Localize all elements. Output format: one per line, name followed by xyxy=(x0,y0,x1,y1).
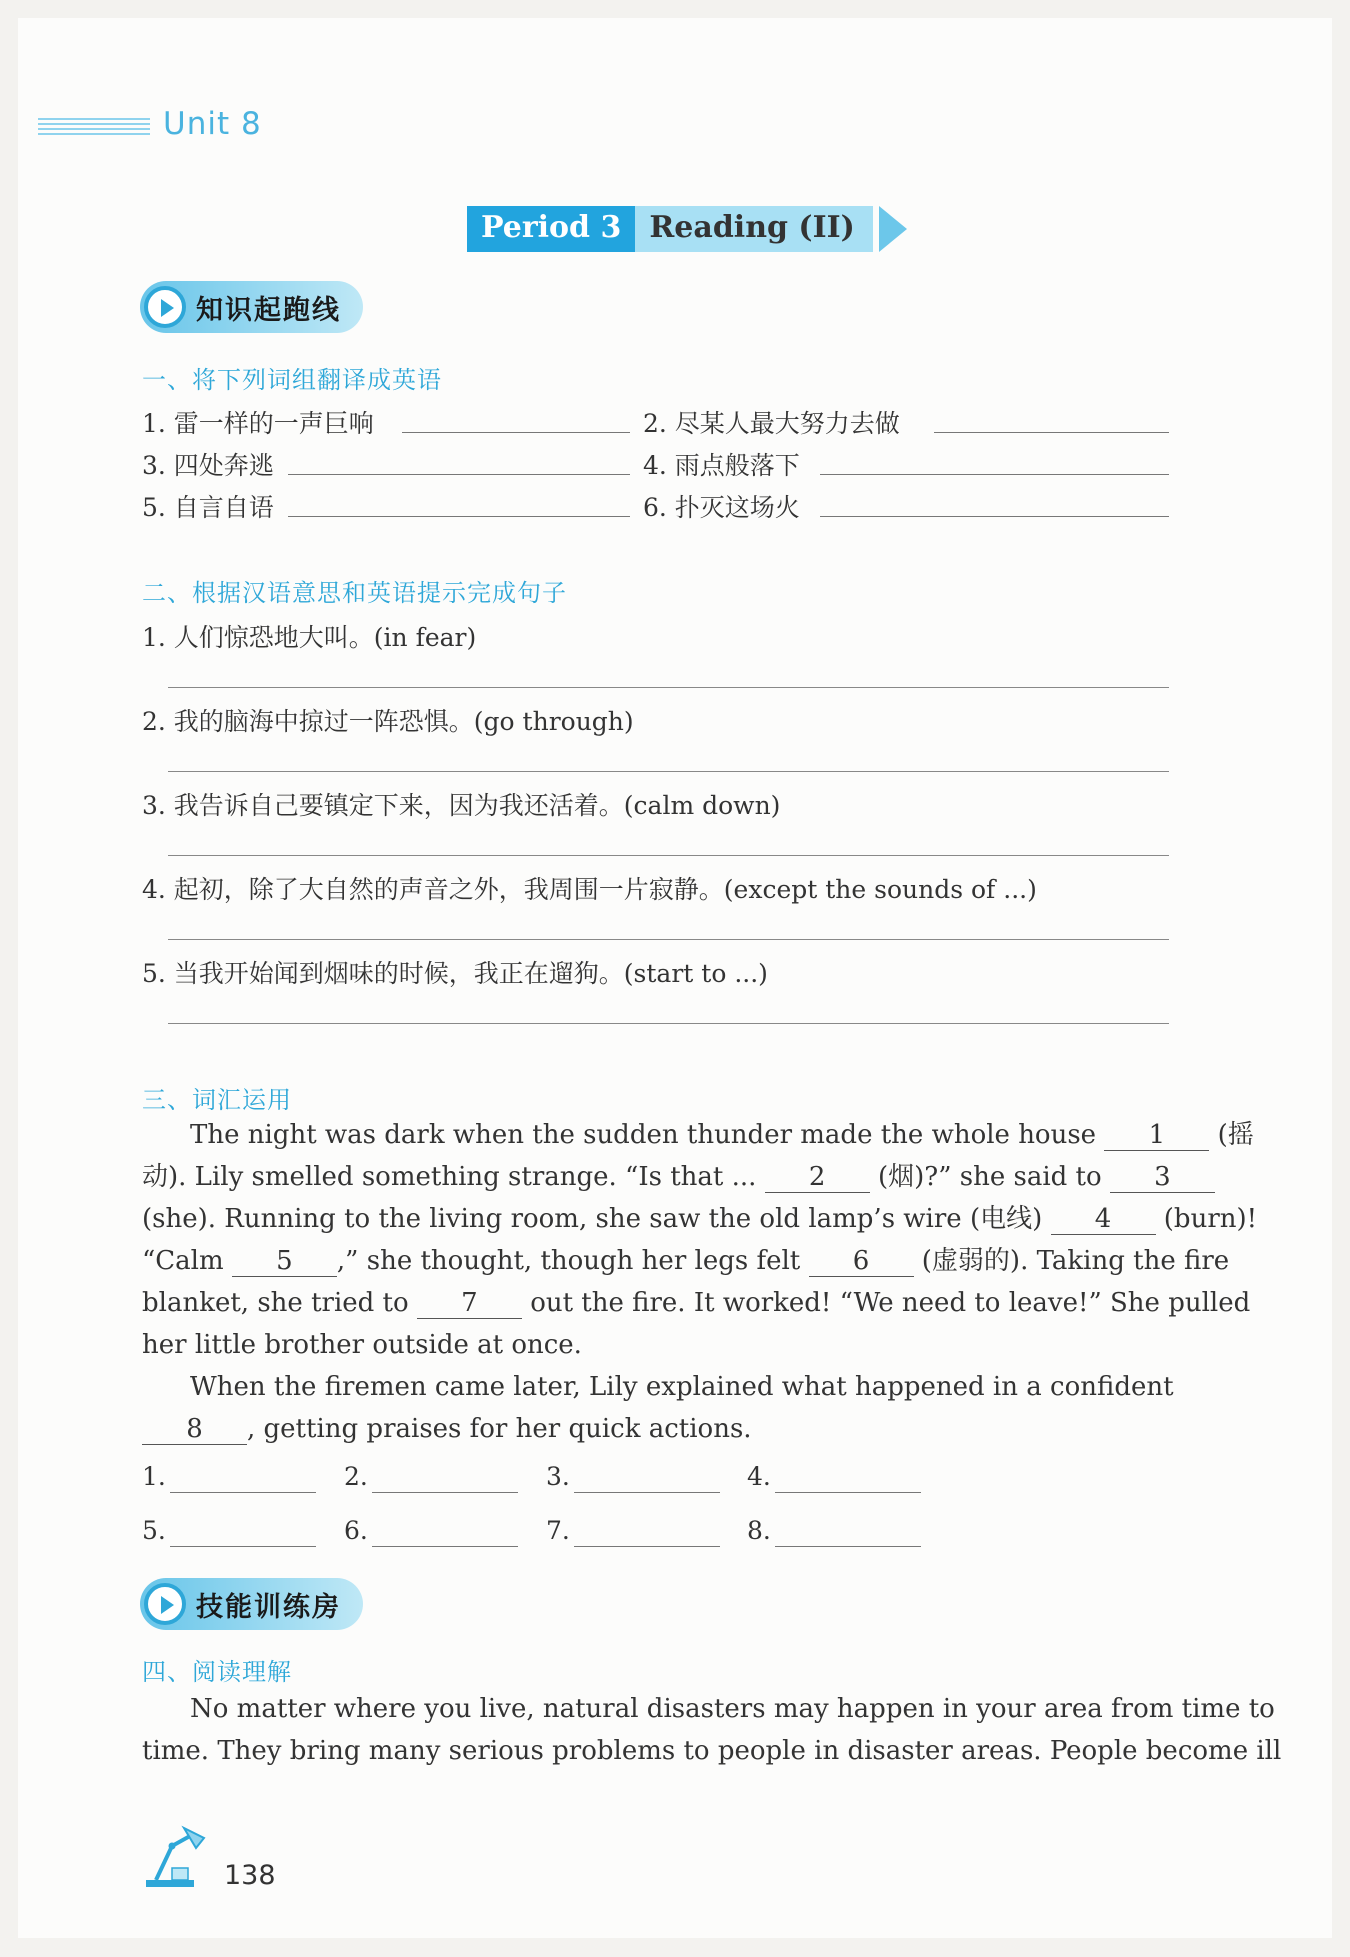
answer-line[interactable] xyxy=(170,1546,316,1547)
cloze-line: The night was dark when the sudden thunder made the whole house 1 (摇 xyxy=(190,1120,1254,1150)
cloze-blank[interactable]: 5 xyxy=(232,1246,337,1277)
cloze-blank[interactable]: 6 xyxy=(809,1246,914,1277)
phrase-item: 5. 自言自语 xyxy=(142,493,274,522)
phrase-item: 4. 雨点般落下 xyxy=(643,451,800,480)
unit-title: Unit 8 xyxy=(163,106,262,142)
cloze-line: When the firemen came later, Lily explained what happened in a confident xyxy=(190,1372,1174,1402)
arrow-right-icon xyxy=(879,206,907,252)
play-icon xyxy=(144,286,186,328)
period-banner xyxy=(467,206,907,252)
sentence-item: 5. 当我开始闻到烟味的时候，我正在遛狗。(start to ...) xyxy=(142,959,768,988)
sentence-item: 2. 我的脑海中掠过一阵恐惧。(go through) xyxy=(142,707,634,736)
answer-label: 3. xyxy=(546,1462,570,1491)
answer-line[interactable] xyxy=(372,1492,518,1493)
answer-label: 2. xyxy=(344,1462,368,1491)
answer-label: 4. xyxy=(747,1462,771,1491)
phrase-item: 6. 扑灭这场火 xyxy=(643,493,800,522)
cloze-passage xyxy=(142,1114,1258,1450)
cloze-blank[interactable]: 1 xyxy=(1104,1120,1209,1151)
answer-line[interactable] xyxy=(820,516,1169,517)
answer-line[interactable] xyxy=(168,687,1169,688)
cloze-line: 动). Lily smelled something strange. “Is that ... 2 (烟)?” she said to 3 xyxy=(142,1156,1172,1198)
answer-label: 5. xyxy=(142,1516,166,1545)
section-tag-skills xyxy=(140,1578,363,1630)
reading-line: time. They bring many serious problems to people in disaster areas. People become ill xyxy=(142,1736,1282,1766)
answer-label: 8. xyxy=(747,1516,771,1545)
answer-line[interactable] xyxy=(775,1492,921,1493)
page-number: 138 xyxy=(224,1860,276,1891)
answer-line[interactable] xyxy=(775,1546,921,1547)
answer-line[interactable] xyxy=(288,474,630,475)
cloze-line: her little brother outside at once. xyxy=(142,1330,582,1360)
cloze-blank[interactable]: 3 xyxy=(1110,1162,1215,1193)
desk-lamp-icon xyxy=(142,1824,216,1890)
section3-title: 三、词汇运用 xyxy=(142,1086,292,1114)
period-label: Period 3 xyxy=(467,206,635,252)
answer-line[interactable] xyxy=(372,1546,518,1547)
cloze-blank[interactable]: 7 xyxy=(417,1288,522,1319)
cloze-line: blanket, she tried to 7 out the fire. It worked! “We need to leave!” She pulled xyxy=(142,1288,1251,1318)
workbook-page xyxy=(18,18,1332,1938)
answer-line[interactable] xyxy=(168,1023,1169,1024)
period-title: Reading (II) xyxy=(635,206,873,252)
sentence-item: 4. 起初，除了大自然的声音之外，我周围一片寂静。(except the sounds of ...) xyxy=(142,875,1037,904)
answer-line[interactable] xyxy=(574,1546,720,1547)
phrase-item: 2. 尽某人最大努力去做 xyxy=(643,409,900,438)
section2-title: 二、根据汉语意思和英语提示完成句子 xyxy=(142,579,567,607)
answer-line[interactable] xyxy=(934,432,1169,433)
tag-skills-label: 技能训练房 xyxy=(196,1591,341,1623)
answer-line[interactable] xyxy=(402,432,630,433)
answer-label: 6. xyxy=(344,1516,368,1545)
cloze-line: 8 , getting praises for her quick actions. xyxy=(142,1408,1172,1450)
play-icon xyxy=(144,1583,186,1625)
phrase-item: 1. 雷一样的一声巨响 xyxy=(142,409,374,438)
answer-line[interactable] xyxy=(288,516,630,517)
sentence-item: 3. 我告诉自己要镇定下来，因为我还活着。(calm down) xyxy=(142,791,781,820)
tag-knowledge-label: 知识起跑线 xyxy=(196,294,341,326)
phrase-item: 3. 四处奔逃 xyxy=(142,451,274,480)
cloze-blank[interactable]: 2 xyxy=(765,1162,870,1193)
answer-label: 7. xyxy=(546,1516,570,1545)
reading-line: No matter where you live, natural disasters may happen in your area from time to xyxy=(190,1694,1275,1724)
answer-line[interactable] xyxy=(168,855,1169,856)
section4-title: 四、阅读理解 xyxy=(142,1658,292,1686)
sentence-item: 1. 人们惊恐地大叫。(in fear) xyxy=(142,623,477,652)
answer-line[interactable] xyxy=(168,939,1169,940)
answer-label: 1. xyxy=(142,1462,166,1491)
section-tag-knowledge xyxy=(140,281,363,333)
cloze-line: “Calm 5 ,” she thought, though her legs felt 6 (虚弱的). Taking the fire xyxy=(142,1246,1230,1276)
cloze-blank[interactable]: 4 xyxy=(1051,1204,1156,1235)
reading-passage xyxy=(142,1688,1282,1772)
section1-title: 一、将下列词组翻译成英语 xyxy=(142,366,442,394)
cloze-line: (she). Running to the living room, she saw the old lamp’s wire (电线) 4 (burn)! xyxy=(142,1204,1258,1234)
answer-line[interactable] xyxy=(574,1492,720,1493)
unit-decoration-lines xyxy=(38,118,150,138)
cloze-blank[interactable]: 8 xyxy=(142,1414,247,1445)
answer-line[interactable] xyxy=(820,474,1169,475)
answer-line[interactable] xyxy=(170,1492,316,1493)
answer-line[interactable] xyxy=(168,771,1169,772)
